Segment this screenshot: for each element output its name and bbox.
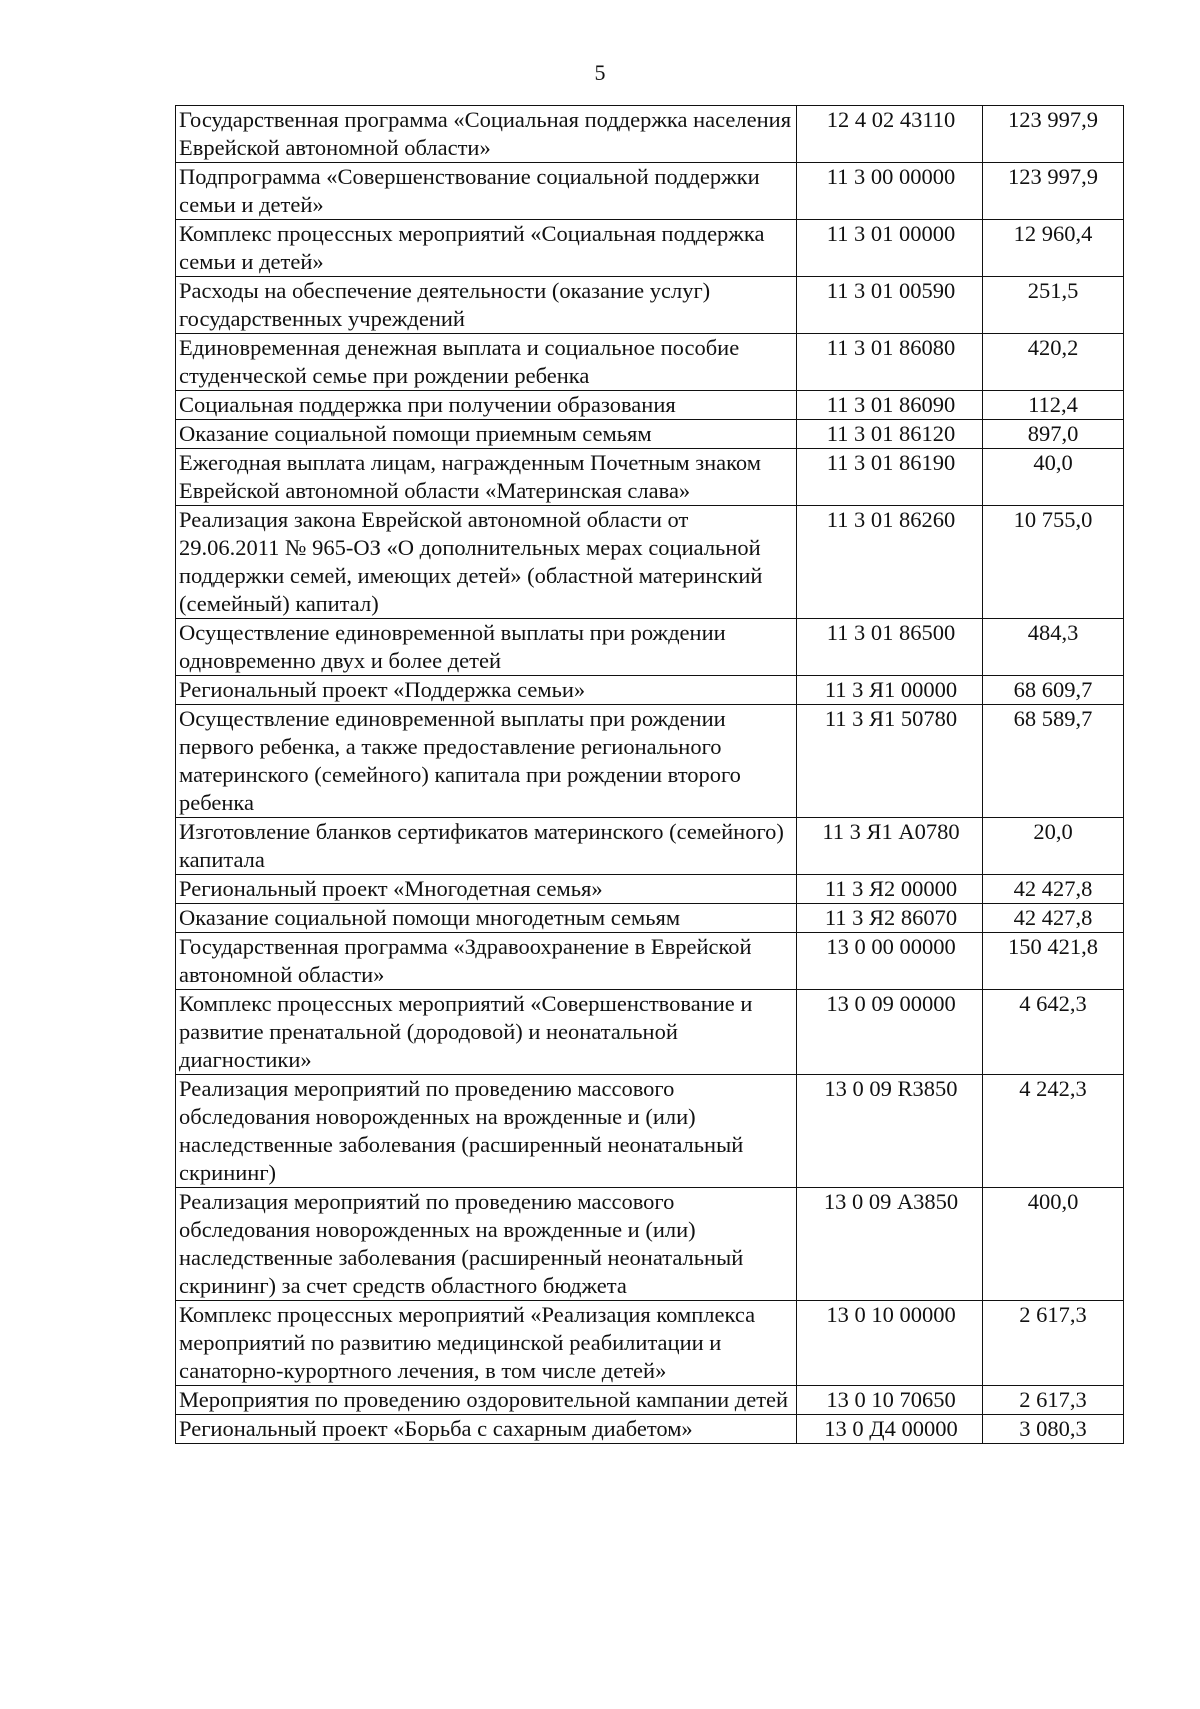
row-amount-cell: 10 755,0 [983,506,1124,619]
table-row [176,277,1124,334]
row-name-cell: Государственная программа «Социальная поддержка населения Еврейской автономной области» [176,106,797,163]
table-row [176,619,1124,676]
page-number: 5 [594,60,606,85]
table-row [176,676,1124,705]
row-amount-cell: 484,3 [983,619,1124,676]
row-amount-cell: 12 960,4 [983,220,1124,277]
row-name-cell: Подпрограмма «Совершенствование социальной поддержки семьи и детей» [176,163,797,220]
table-body [176,106,1124,1444]
row-code-cell: 12 4 02 43110 [797,106,983,163]
row-code-cell: 11 3 Я2 00000 [797,875,983,904]
row-name-cell: Комплекс процессных мероприятий «Социальная поддержка семьи и детей» [176,220,797,277]
row-amount-cell: 2 617,3 [983,1301,1124,1386]
budget-table [175,105,1124,1444]
table-row [176,449,1124,506]
row-amount-cell: 897,0 [983,420,1124,449]
row-amount-cell: 42 427,8 [983,875,1124,904]
row-amount-cell: 123 997,9 [983,106,1124,163]
row-name-cell: Региональный проект «Многодетная семья» [176,875,797,904]
row-code-cell: 11 3 01 86120 [797,420,983,449]
row-amount-cell: 420,2 [983,334,1124,391]
row-code-cell: 11 3 01 86190 [797,449,983,506]
row-name-cell: Оказание социальной помощи многодетным семьям [176,904,797,933]
row-amount-cell: 4 242,3 [983,1075,1124,1188]
row-name-cell: Региональный проект «Борьба с сахарным диабетом» [176,1415,797,1444]
row-amount-cell: 42 427,8 [983,904,1124,933]
table-row [176,875,1124,904]
row-amount-cell: 251,5 [983,277,1124,334]
table-row [176,933,1124,990]
table-row [176,163,1124,220]
row-code-cell: 13 0 09 00000 [797,990,983,1075]
table-row [176,1301,1124,1386]
row-name-cell: Осуществление единовременной выплаты при рождении первого ребенка, а также предоставление регионального материнского (семейного) капитала при рождении второго ребенка [176,705,797,818]
row-code-cell: 11 3 Я1 00000 [797,676,983,705]
row-amount-cell: 123 997,9 [983,163,1124,220]
row-code-cell: 13 0 09 R3850 [797,1075,983,1188]
table-row [176,705,1124,818]
table-row [176,818,1124,875]
row-code-cell: 11 3 Я1 50780 [797,705,983,818]
row-name-cell: Реализация мероприятий по проведению массового обследования новорожденных на врожденные и (или) наследственные заболевания (расширенный неонатальный скрининг) [176,1075,797,1188]
row-code-cell: 11 3 01 86090 [797,391,983,420]
row-name-cell: Региональный проект «Поддержка семьи» [176,676,797,705]
row-amount-cell: 150 421,8 [983,933,1124,990]
row-code-cell: 13 0 10 00000 [797,1301,983,1386]
row-name-cell: Реализация закона Еврейской автономной области от 29.06.2011 № 965-ОЗ «О дополнительных мерах социальной поддержки семей, имеющих детей» (областной материнский (семейный) капитал) [176,506,797,619]
table-row [176,420,1124,449]
table-row [176,1386,1124,1415]
row-name-cell: Оказание социальной помощи приемным семьям [176,420,797,449]
table-row [176,506,1124,619]
row-code-cell: 11 3 00 00000 [797,163,983,220]
row-code-cell: 13 0 09 А3850 [797,1188,983,1301]
row-name-cell: Расходы на обеспечение деятельности (оказание услуг) государственных учреждений [176,277,797,334]
row-name-cell: Мероприятия по проведению оздоровительной кампании детей [176,1386,797,1415]
row-amount-cell: 2 617,3 [983,1386,1124,1415]
row-code-cell: 11 3 01 86080 [797,334,983,391]
table-row [176,106,1124,163]
row-name-cell: Изготовление бланков сертификатов материнского (семейного) капитала [176,818,797,875]
row-amount-cell: 400,0 [983,1188,1124,1301]
row-name-cell: Единовременная денежная выплата и социальное пособие студенческой семье при рождении ребенка [176,334,797,391]
table-row [176,334,1124,391]
row-name-cell: Осуществление единовременной выплаты при рождении одновременно двух и более детей [176,619,797,676]
row-amount-cell: 3 080,3 [983,1415,1124,1444]
row-amount-cell: 112,4 [983,391,1124,420]
row-amount-cell: 68 609,7 [983,676,1124,705]
row-name-cell: Государственная программа «Здравоохранение в Еврейской автономной области» [176,933,797,990]
row-code-cell: 13 0 00 00000 [797,933,983,990]
row-code-cell: 11 3 01 00000 [797,220,983,277]
table-row [176,1075,1124,1188]
table-row [176,904,1124,933]
row-code-cell: 13 0 Д4 00000 [797,1415,983,1444]
row-code-cell: 11 3 Я2 86070 [797,904,983,933]
table-row [176,1188,1124,1301]
row-code-cell: 11 3 01 86260 [797,506,983,619]
row-name-cell: Ежегодная выплата лицам, награжденным Почетным знаком Еврейской автономной области «Материнская слава» [176,449,797,506]
row-name-cell: Реализация мероприятий по проведению массового обследования новорожденных на врожденные и (или) наследственные заболевания (расширенный неонатальный скрининг) за счет средств областного бюджета [176,1188,797,1301]
table-row [176,220,1124,277]
table-row [176,391,1124,420]
row-code-cell: 11 3 Я1 А0780 [797,818,983,875]
row-code-cell: 13 0 10 70650 [797,1386,983,1415]
row-code-cell: 11 3 01 86500 [797,619,983,676]
row-name-cell: Комплекс процессных мероприятий «Совершенствование и развитие пренатальной (дородовой) и неонатальной диагностики» [176,990,797,1075]
row-amount-cell: 4 642,3 [983,990,1124,1075]
row-name-cell: Комплекс процессных мероприятий «Реализация комплекса мероприятий по развитию медицинской реабилитации и санаторно-курортного лечения, в том числе детей» [176,1301,797,1386]
row-name-cell: Социальная поддержка при получении образования [176,391,797,420]
row-amount-cell: 68 589,7 [983,705,1124,818]
table-row [176,1415,1124,1444]
table-row [176,990,1124,1075]
row-amount-cell: 40,0 [983,449,1124,506]
row-amount-cell: 20,0 [983,818,1124,875]
row-code-cell: 11 3 01 00590 [797,277,983,334]
